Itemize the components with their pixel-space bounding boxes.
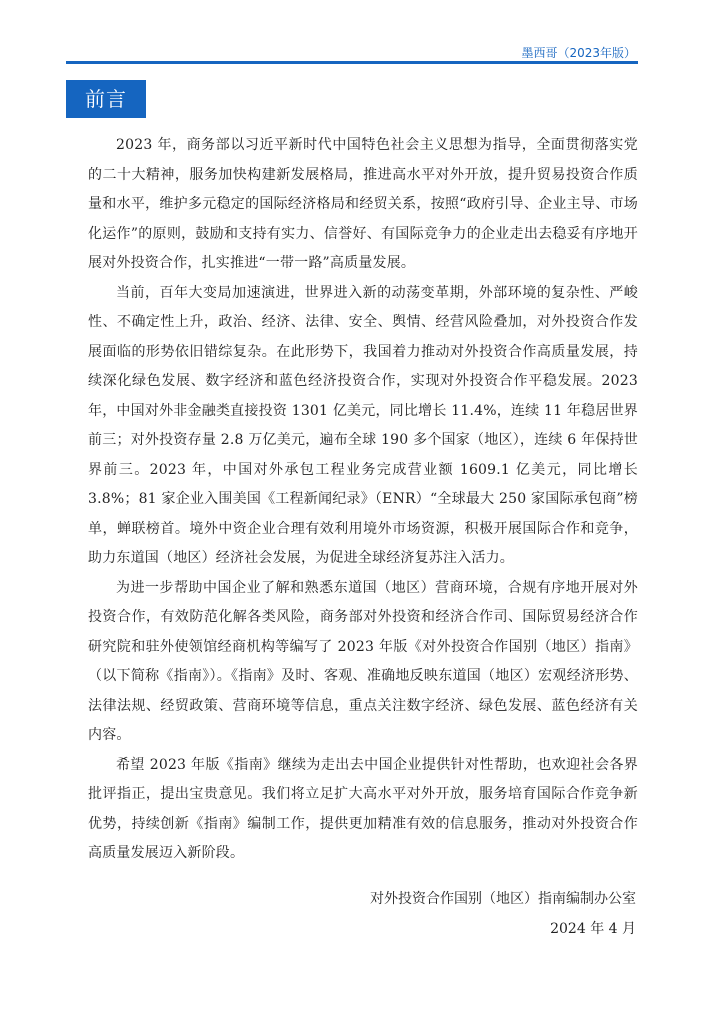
preface-body [88, 131, 638, 869]
paragraph: 当前，百年大变局加速演进，世界进入新的动荡变革期，外部环境的复杂性、严峻性、不确定性上升，政治、经济、法律、安全、舆情、经营风险叠加，对外投资合作发展面临的形势依旧错综复杂。在此形势下，我国着力推动对外投资合作高质量发展，持续深化绿色发展、数字经济和蓝色经济投资合作，实现对外投资合作平稳发展。2023 年，中国对外非金融类直接投资 1301 亿美元，同比增长 11.4%，连续 11 年稳居世界前三；对外投资存量 2.8 万亿美元，遍布全球 190 多个国家（地区），连续 6 年保持世界前三。2023 年，中国对外承包工程业务完成营业额 1609.1 亿美元，同比增长 3.8%；81 家企业入围美国《工程新闻纪录》（ENR）“全球最大 250 家国际承包商”榜单，蝉联榜首。境外中资企业合理有效利用境外市场资源，积极开展国际合作和竞争，助力东道国（地区）经济社会发展，为促进全球经济复苏注入活力。 [88, 284, 638, 566]
header-divider [66, 61, 638, 64]
signature-organization: 对外投资合作国别（地区）指南编制办公室 [370, 891, 636, 907]
paragraph: 为进一步帮助中国企业了解和熟悉东道国（地区）营商环境，合规有序地开展对外投资合作，有效防范化解各类风险，商务部对外投资和经济合作司、国际贸易经济合作研究院和驻外使领馆经商机构等编写了 2023 年版《对外投资合作国别（地区）指南》（以下简称《指南》）。《指南》及时、客观、准确地反映东道国（地区）宏观经济形势、法律法规、经贸政策、营商环境等信息，重点关注数字经济、绿色发展、蓝色经济有关内容。 [88, 579, 638, 743]
signature-date: 2024 年 4 月 [550, 921, 636, 937]
paragraph: 2023 年，商务部以习近平新时代中国特色社会主义思想为指导，全面贯彻落实党的二十大精神，服务加快构建新发展格局，推进高水平对外开放，提升贸易投资合作质量和水平，维护多元稳定的国际经济格局和经贸关系，按照“政府引导、企业主导、市场化运作”的原则，鼓励和支持有实力、信誉好、有国际竞争力的企业走出去稳妥有序地开展对外投资合作，扎实推进“一带一路”高质量发展。 [88, 137, 638, 271]
header-label: 墨西哥（2023年版） [521, 46, 636, 60]
paragraph: 希望 2023 年版《指南》继续为走出去中国企业提供针对性帮助，也欢迎社会各界批评指正，提出宝贵意见。我们将立足扩大高水平对外开放，服务培育国际合作竞争新优势，持续创新《指南》编制工作，提供更加精准有效的信息服务，推动对外投资合作高质量发展迈入新阶段。 [88, 756, 638, 861]
section-title: 前言 [66, 80, 146, 118]
